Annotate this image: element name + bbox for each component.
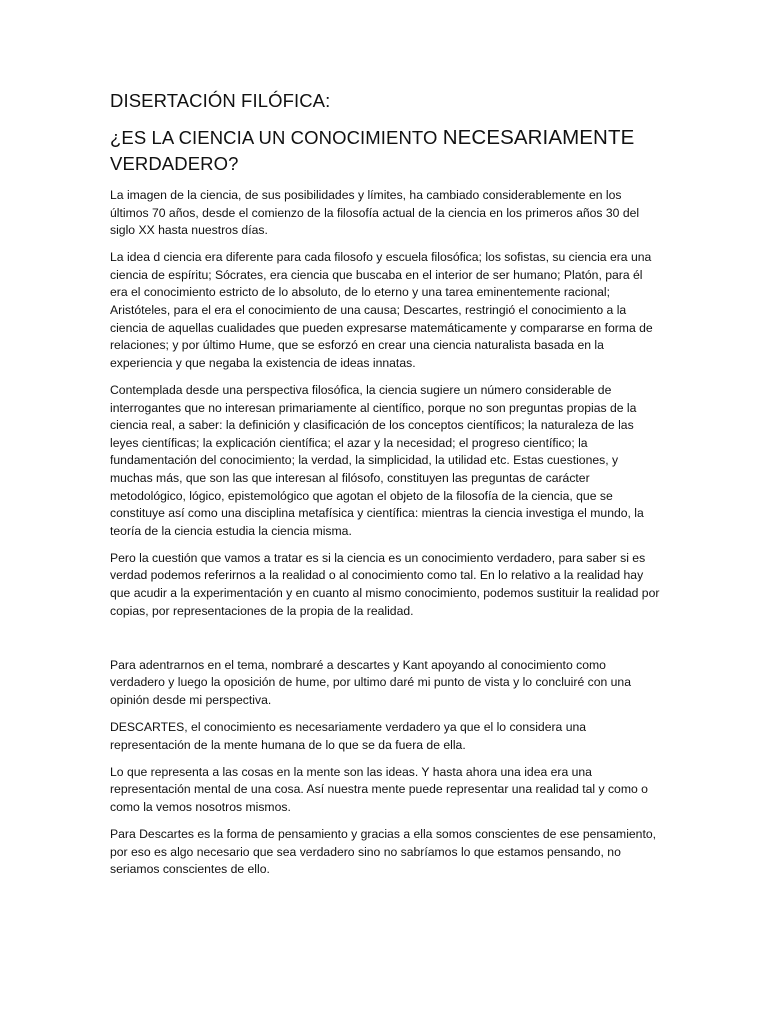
question-part-1: ¿ES LA CIENCIA UN CONOCIMIENTO [110,127,443,148]
paragraph-question: Pero la cuestión que vamos a tratar es si la ciencia es un conocimiento verdadero, para saber si es verdad podemos referirnos a la realidad o al conocimiento como tal. En lo relativo a la realidad hay que acudir a la experimentación y en cuanto al mismo conocimiento, podemos sustituir la realidad por copias, por representaciones de la propia de la realidad. [110,550,660,618]
paragraph-descartes: DESCARTES, el conocimiento es necesariamente verdadero ya que el lo considera una representación de la mente humana de lo que se da fuera de ella. [110,719,587,752]
question-part-2: NECESARIAMENTE [442,126,635,149]
paragraph-perspective: Contemplada desde una perspectiva filosófica, la ciencia sugiere un número considerable de interrogantes que no interesan primariamente al científico, porque no son preguntas propias de la ciencia real, a saber: la definición y clasificación de los conceptos científicos; la naturaleza de las leyes científicas; la explicación científica; el azar y la necesidad; el progreso científico; la fundamentación del conocimiento; la verdad, la simplicidad, la utilidad etc. Estas cuestiones, y muchas más, que son las que interesan al filósofo, constituyen las preguntas de carácter metodológico, lógico, epistemológico que agotan el objeto de la filosofía de la ciencia, que se constituye así como una disciplina metafísica y científica: mientras la ciencia investiga el mundo, la teoría de la ciencia estudia la ciencia misma. [110,382,644,538]
paragraph-plan: Para adentrarnos en el tema, nombraré a descartes y Kant apoyando al conocimiento como verdadero y luego la oposición de hume, por ultimo daré mi punto de vista y lo concluiré con una opinión desde mi perspectiva. [110,657,631,707]
document-title: DISERTACIÓN FILÓFICA: [110,90,331,111]
document-question [110,125,662,177]
paragraph-history: La idea d ciencia era diferente para cada filosofo y escuela filosófica; los sofistas, su ciencia era una ciencia de espíritu; Sócrates, era ciencia que buscaba en el interior de ser humano; Platón, para él era el conocimiento estricto de lo absoluto, de lo eterno y una tarea eminentemente racional; Aristóteles, para el era el conocimiento de una causa; Descartes, restringió el conocimiento a la ciencia de aquellas cualidades que pueden expresarse matemáticamente y compararse en forma de relaciones; y por último Hume, que se esforzó en crear una ciencia naturalista basada en la experiencia y que negaba la existencia de ideas innatas. [110,250,653,370]
paragraph-ideas: Lo que representa a las cosas en la mente son las ideas. Y hasta ahora una idea era una representación mental de una cosa. Así nuestra mente puede representar una realidad tal y como o como la vemos nosotros mismos. [110,764,648,814]
paragraph-thought: Para Descartes es la forma de pensamiento y gracias a ella somos conscientes de ese pensamiento, por eso es algo necesario que sea verdadero sino no sabríamos lo que estamos pensando, no seriamos conscientes de ello. [110,826,657,877]
paragraph-spacer [110,630,662,657]
paragraph-intro: La imagen de la ciencia, de sus posibilidades y límites, ha cambiado considerablemente en los últimos 70 años, desde el comienzo de la filosofía actual de la ciencia en los primeros años 30 del siglo XX hasta nuestros días. [110,188,640,238]
document-page [110,88,662,888]
question-part-3: VERDADERO? [110,153,239,174]
